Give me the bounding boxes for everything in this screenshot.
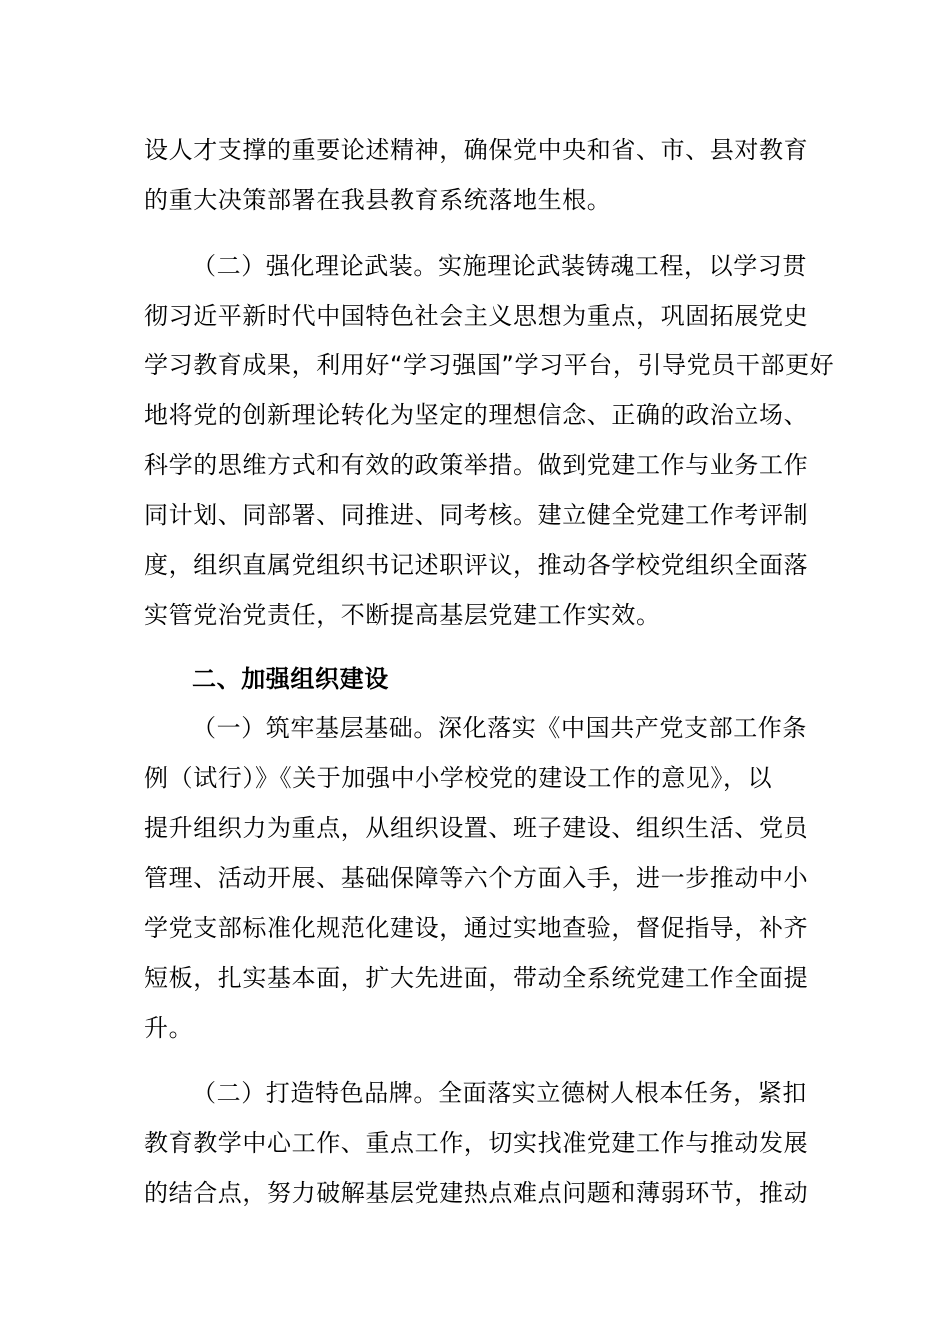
paragraph-line: 同计划、同部署、同推进、同考核。建立健全党建工作考评制: [144, 501, 809, 529]
paragraph-line: 度，组织直属党组织书记述职评议，推动各学校党组织全面落: [144, 551, 809, 579]
paragraph-line: 实管党治党责任，不断提高基层党建工作实效。: [144, 601, 661, 629]
paragraph-line: （二）打造特色品牌。全面落实立德树人根本任务，紧扣: [192, 1079, 807, 1107]
paragraph-line: 例（试行）》《关于加强中小学校党的建设工作的意见》，以: [144, 764, 773, 792]
paragraph-line: （二）强化理论武装。实施理论武装铸魂工程，以学习贯: [192, 252, 807, 280]
paragraph-line: 学党支部标准化规范化建设，通过实地查验，督促指导，补齐: [144, 914, 809, 942]
paragraph-line: 升。: [144, 1014, 194, 1042]
paragraph-line: 科学的思维方式和有效的政策举措。做到党建工作与业务工作: [144, 451, 809, 479]
paragraph-line: 地将党的创新理论转化为坚定的理想信念、正确的政治立场、: [144, 401, 809, 429]
paragraph-line: 提升组织力为重点，从组织设置、班子建设、组织生活、党员: [144, 814, 809, 842]
paragraph-line: （一）筑牢基层基础。深化落实《中国共产党支部工作条: [192, 714, 807, 742]
paragraph-line: 短板，扎实基本面，扩大先进面，带动全系统党建工作全面提: [144, 964, 809, 992]
paragraph-line: 学习教育成果，利用好“学习强国”学习平台，引导党员干部更好: [144, 351, 835, 379]
section-heading: 二、加强组织建设: [192, 665, 389, 693]
paragraph-line: 彻习近平新时代中国特色社会主义思想为重点，巩固拓展党史: [144, 302, 809, 330]
paragraph-line: 的重大决策部署在我县教育系统落地生根。: [144, 186, 612, 214]
paragraph-line: 管理、活动开展、基础保障等六个方面入手，进一步推动中小: [144, 864, 809, 892]
paragraph-line: 设人才支撑的重要论述精神，确保党中央和省、市、县对教育: [144, 136, 809, 164]
paragraph-line: 教育教学中心工作、重点工作，切实找准党建工作与推动发展: [144, 1129, 809, 1157]
paragraph-line: 的结合点，努力破解基层党建热点难点问题和薄弱环节，推动: [144, 1179, 809, 1207]
